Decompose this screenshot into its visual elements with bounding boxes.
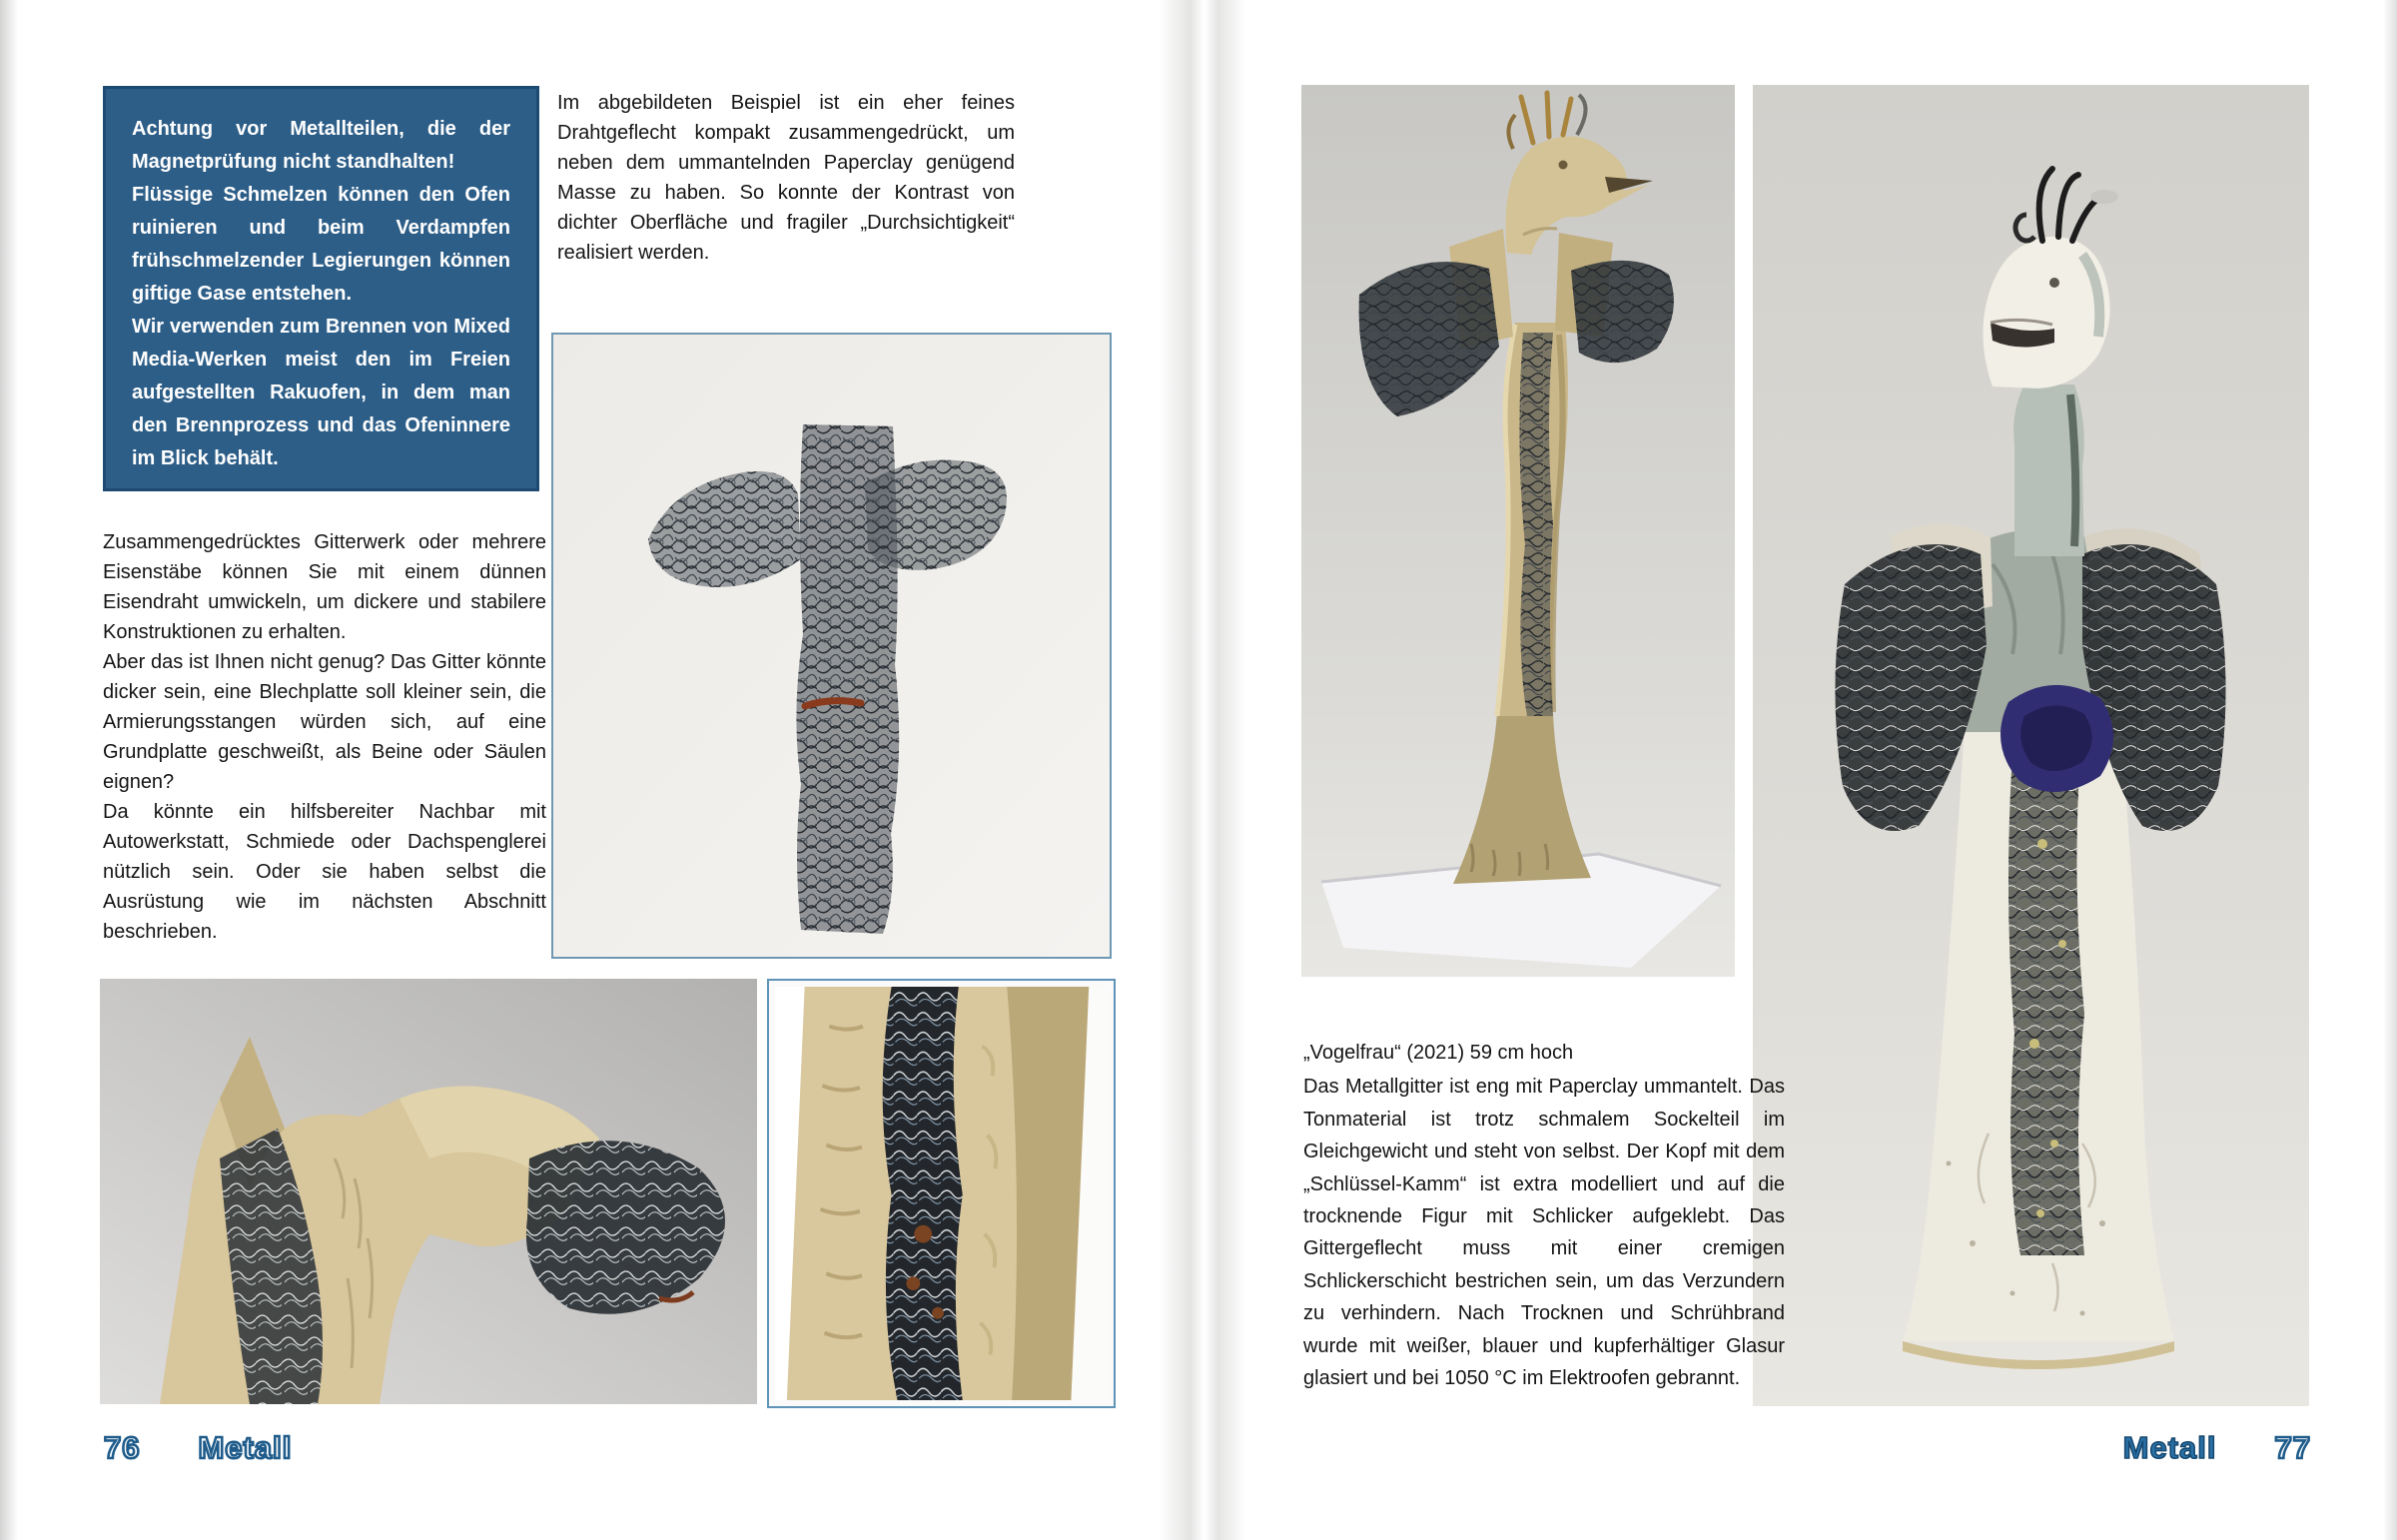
- vogelfrau-caption: [1303, 1037, 1785, 1394]
- second-column-text: [557, 88, 1015, 268]
- photo-vogelfrau-glazed-drawing: [1753, 85, 2309, 1406]
- book-edge-right: [2383, 0, 2397, 1540]
- left-column-text: [103, 527, 546, 947]
- photo-wire-mesh-figure-drawing: [553, 335, 1110, 957]
- warning-box: [103, 86, 539, 491]
- photo-clay-neck-drawing: [100, 979, 757, 1404]
- page-number: 76: [104, 1430, 141, 1465]
- section-title: Metall: [198, 1430, 293, 1465]
- body-paragraph: Aber das ist Ihnen nicht genug? Das Gitter könnte dicker sein, eine Blechplatte soll kleiner sein, die Armierungsstangen würden sich, auf eine Grundplatte geschweißt, als Beine oder Säulen eignen?: [103, 651, 546, 793]
- footer-left: [104, 1430, 292, 1466]
- photo-mesh-crevice-detail: [767, 979, 1116, 1408]
- page-number: 77: [2274, 1430, 2311, 1465]
- photo-clay-neck-detail: [100, 979, 757, 1404]
- body-paragraph: Im abgebildeten Beispiel ist ein eher feines Drahtgeflecht kompakt zusammengedrückt, um neben dem ummantelnden Paperclay genügend Masse zu haben. So konnte der Kontrast von dichter Oberfläche und fragiler „Durchsichtigkeit“ realisiert werden.: [557, 92, 1015, 264]
- caption-paragraph: Das Metallgitter ist eng mit Paperclay ummantelt. Das Tonmaterial ist trotz schmalem Sockelteil im Gleichgewicht und steht von selbst. Der Kopf mit dem „Schlüssel-Kamm“ ist extra modelliert und auf die trocknende Figur mit Schlicker aufgeklebt. Das Gittergeflecht muss mit einer cremigen Schlickerschicht bestrichen sein, um das Verzundern zu verhindern. Nach Trocknen und Schrühbrand wurde mit weißer, blauer und kupferhältiger Glasur glasiert und bei 1050 °C im Elektroofen gebrannt.: [1303, 1076, 1785, 1389]
- body-paragraph: Zusammengedrücktes Gitterwerk oder mehrere Eisenstäbe können Sie mit einem dünnen Eisendraht umwickeln, um dickere und stabilere Konstruktionen zu erhalten.: [103, 531, 546, 643]
- body-paragraph: Da könnte ein hilfsbereiter Nachbar mit Autowerkstatt, Schmiede oder Dachspenglerei nützlich sein. Oder sie haben selbst die Ausrüstung wie im nächsten Abschnitt beschrieben.: [103, 801, 546, 943]
- photo-vogelfrau-unfired-drawing: [1301, 85, 1735, 977]
- footer-right: [2123, 1430, 2311, 1466]
- book-edge-left: [0, 0, 18, 1540]
- warning-paragraph: Flüssige Schmelzen können den Ofen ruinieren und beim Verdampfen frühschmelzender Legierungen können giftige Gase entstehen.: [132, 184, 510, 305]
- caption-title: „Vogelfrau“ (2021) 59 cm hoch: [1303, 1042, 1574, 1064]
- photo-vogelfrau-glazed: [1753, 85, 2309, 1406]
- photo-vogelfrau-unfired: [1301, 85, 1735, 977]
- page-gutter: [1159, 0, 1246, 1540]
- warning-paragraph: Wir verwenden zum Brennen von Mixed Media-Werken meist den im Freien aufgestellten Rakuofen, in dem man den Brennprozess und das Ofeninnere im Blick behält.: [132, 316, 510, 469]
- photo-wire-mesh-figure: [551, 333, 1112, 959]
- section-title: Metall: [2122, 1430, 2217, 1465]
- photo-mesh-crevice-drawing: [775, 987, 1108, 1400]
- warning-paragraph: Achtung vor Metallteilen, die der Magnetprüfung nicht standhalten!: [132, 118, 510, 173]
